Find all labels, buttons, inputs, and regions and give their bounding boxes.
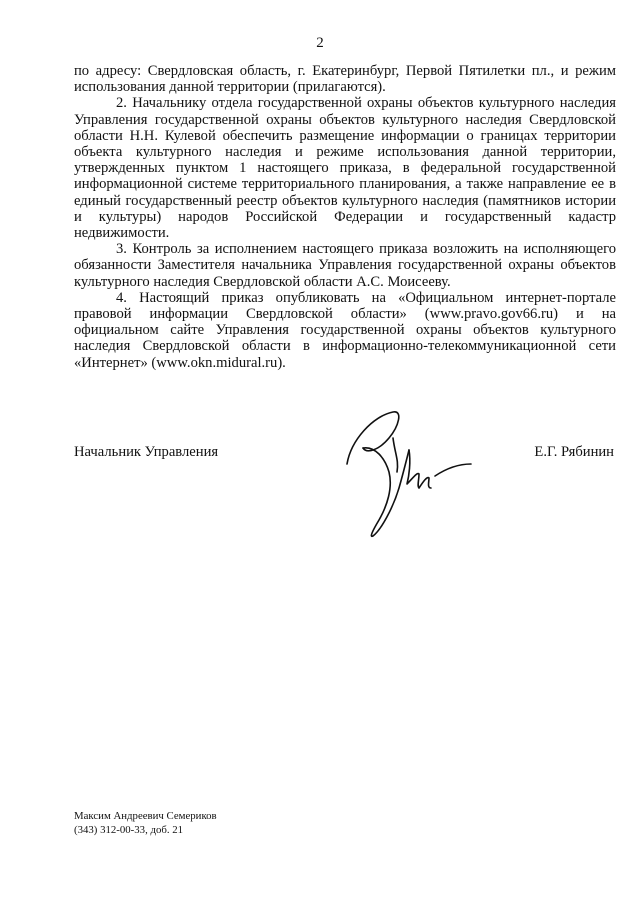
signatory-title: Начальник Управления [74, 444, 219, 460]
signatory-name: Е.Г. Рябинин [534, 444, 614, 460]
paragraph-item-3: 3. Контроль за исполнением настоящего приказа возложить на исполняющего обязанности Заместителя начальника Управления государственной охраны объектов культурного наследия Свердловской области А.С. Моисееву. [74, 241, 616, 290]
contact-block [74, 810, 217, 837]
document-body [74, 63, 616, 371]
paragraph-item-2: 2. Начальнику отдела государственной охраны объектов культурного наследия Управления государственной охраны объектов культурного наследия Свердловской области Н.Н. Кулевой обеспечить размещение информации о границах территории объекта культурного наследия и режиме использования данной территории, утвержденных пунктом 1 настоящего приказа, в федеральной государственной информационной системе территориального планирования, а также направление ее в единый государственный реестр объектов культурного наследия (памятников истории и культуры) народов Российской Федерации и государственный кадастр недвижимости. [74, 95, 616, 242]
page-number: 2 [316, 35, 324, 51]
paragraph-continuation: по адресу: Свердловская область, г. Екатеринбург, Первой Пятилетки пл., и режим использования данной территории (прилагаются). [74, 63, 616, 96]
handwritten-signature [333, 402, 493, 542]
contact-person: Максим Андреевич Семериков [74, 810, 217, 822]
paragraph-item-4: 4. Настоящий приказ опубликовать на «Официальном интернет-портале правовой информации Свердловской области» (www.pravo.gov66.ru) и на официальном сайте Управления государственной охраны объектов культурного наследия Свердловской области в информационно-телекоммуникационной сети «Интернет» (www.okn.midural.ru). [74, 289, 616, 371]
contact-phone: (343) 312-00-33, доб. 21 [74, 823, 184, 836]
